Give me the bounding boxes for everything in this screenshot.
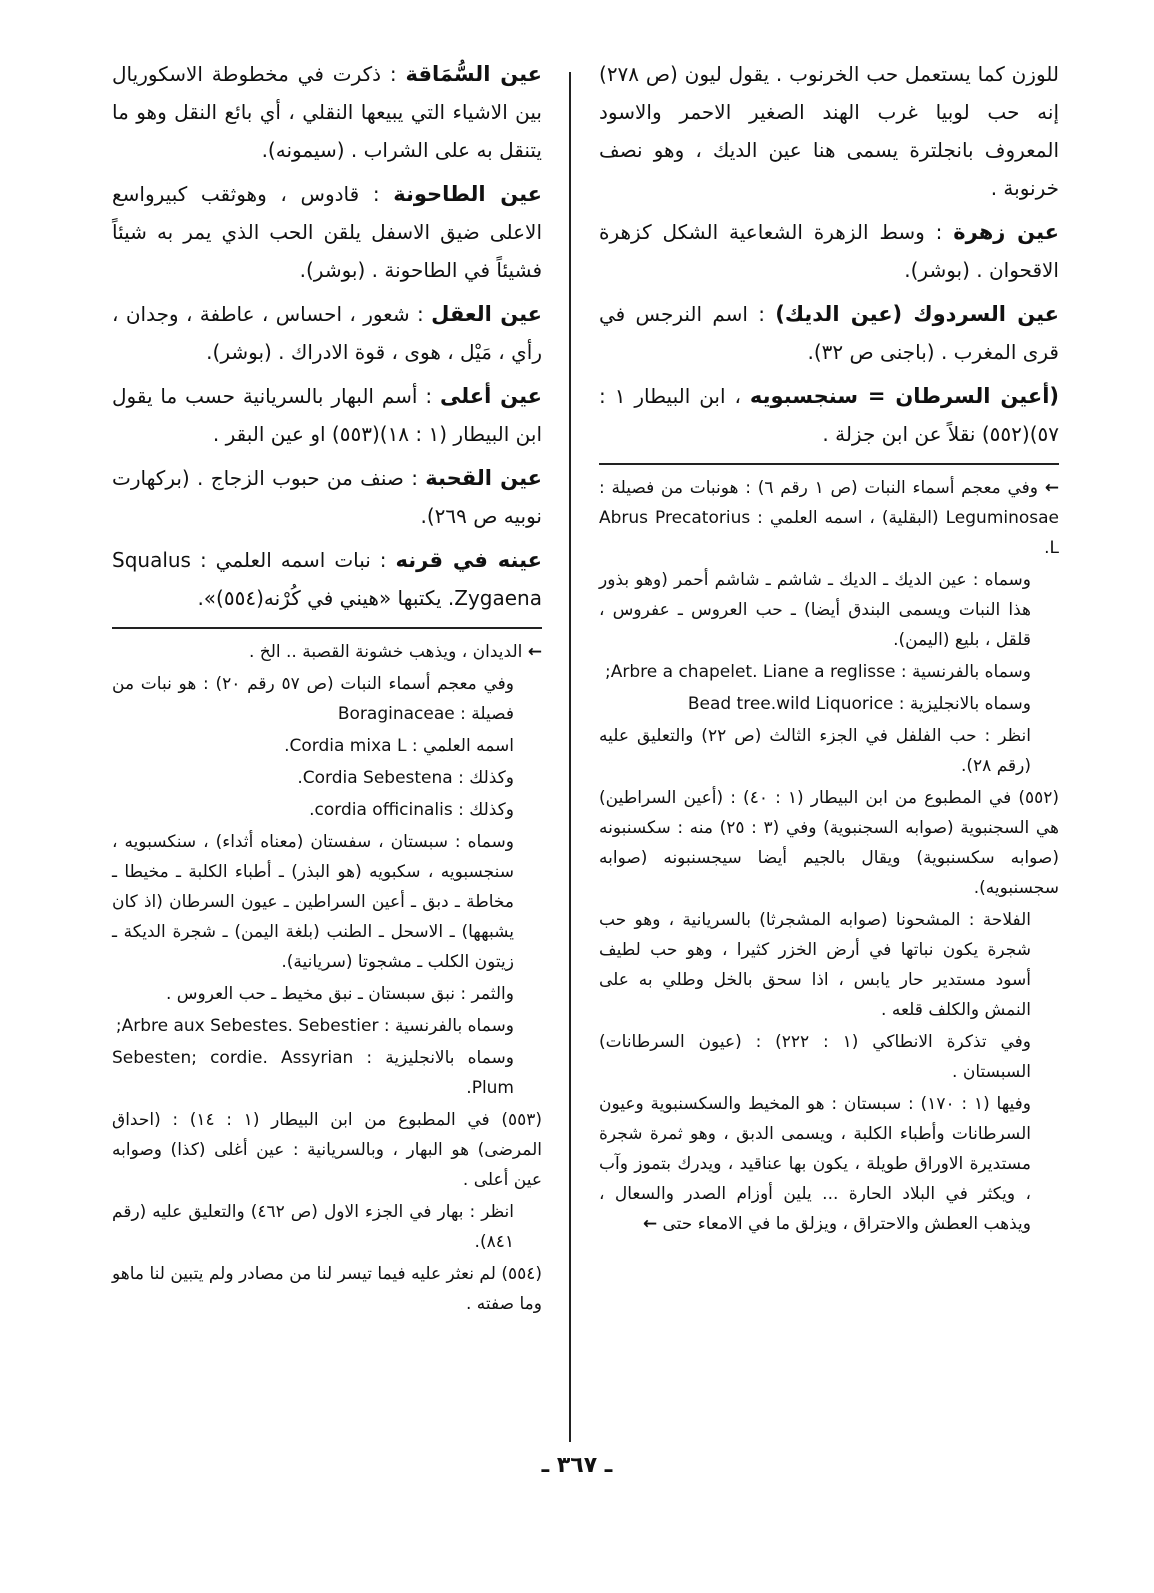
entry-headword: عين أعلى <box>439 384 542 408</box>
entry-ain-al-aql: عين العقل : شعور ، احساس ، عاطفة ، وجدان ، رأي ، مَيْل ، هوى ، قوة الادراك . (بوشر). <box>112 302 543 364</box>
entry-headword: عين السُّمَاقة <box>405 62 543 86</box>
footnote-553: (٥٥٣) في المطبوع من ابن البيطار (١ : ١٤) : (احداق المرضى) هو البهار ، وبالسريانية : عين أغلى (كذا) وصوابه عين أعلى . <box>112 1110 542 1190</box>
column-divider <box>569 72 571 1442</box>
entry-headword: (أعين السرطان = سنجسبويه <box>749 384 1059 408</box>
page-number: ـ ٣٦٧ ـ <box>541 1453 613 1478</box>
footnote-554: (٥٥٤) لم نعثر عليه فيما تيسر لنا من مصادر ولم يتبين لنا ماهو وما صفته . <box>112 1264 542 1314</box>
footnote-paragraph: الفلاحة : المشحونا (صوابه المشجرثا) بالسريانية ، وهو حب شجرة يكون نباتها في أرض الخزر كثيرا ، وهو حب لطيف أسود مستدير حار يابس ، اذا سحق بالخل وطلي به على النمش والكلف قلعه . <box>599 910 1031 1020</box>
entry-headword: عين الطاحونة <box>393 182 543 206</box>
entry-ain-al-sumaqa: عين السُّمَاقة : ذكرت في مخطوطة الاسكوريال بين الاشياء التي يبيعها النقلي ، أي بائع النقل وهو ما يتنقل به على الشراب . (سيمونه). <box>112 62 543 162</box>
entry-headword: عين زهرة <box>953 220 1059 244</box>
right-main-text <box>599 55 1059 453</box>
entry-continuation: للوزن كما يستعمل حب الخرنوب . يقول ليون (ص ٢٧٨) إنه حب لوبيا غرب الهند الصغير الاحمر والاسود المعروف بانجلترة يسمى هنا عين الديك ، وهو نصف خرنوبة . <box>599 62 1059 200</box>
footnote-paragraph: والثمر : نبق سبستان ـ نبق مخيط ـ حب العروس . <box>166 984 514 1004</box>
footnote-paragraph: انظر : حب الفلفل في الجزء الثالث (ص ٢٢) والتعليق عليه (رقم ٢٨). <box>599 726 1031 776</box>
footnote-paragraph: وكذلك : Cordia Sebestena. <box>297 768 514 788</box>
entry-headword: عين العقل <box>431 302 543 326</box>
left-main-text <box>112 55 542 617</box>
footnote-paragraph: وفيها (١ : ١٧٠) : سبستان : هو المخيط والسكسنبوية وعيون السرطانات وأطباء الكلبة ، ويسمى الدبق ، وهو ثمرة شجرة مستديرة الاوراق طويلة ، يكون بها عناقيد ، ويدرك بتموز وآب ، ويكثر في البلاد الحارة ... يلين أوزام الصدر والسعال ، ويذهب العطش والاحتراق ، ويزلق ما في الامعاء حتى ← <box>599 1094 1031 1234</box>
footnote-paragraph: انظر : بهار في الجزء الاول (ص ٤٦٢) والتعليق عليه (رقم ٨٤١). <box>112 1202 514 1252</box>
footnote-paragraph: وفي معجم أسماء النبات (ص ٥٧ رقم ٢٠) : هو نبات من فصيلة : Boraginaceae <box>112 674 514 724</box>
entry-headword: عينه في قرنه <box>395 548 543 572</box>
footnote-paragraph: ← الديدان ، ويذهب خشونة القصبة .. الخ . <box>248 642 542 662</box>
continuation-arrow-icon: ← <box>642 1214 658 1234</box>
entry-ain-al-sardouk: عين السردوك (عين الديك) : اسم النرجس في قرى المغرب . (باجنى ص ٣٢). <box>599 302 1060 364</box>
continuation-arrow-icon: ← <box>1044 478 1060 498</box>
footnote-552: (٥٥٢) في المطبوع من ابن البيطار (١ : ٤٠) : (أعين السراطين) هي السجنبوية (صوابه السجنبوية) وفي (٣ : ٢٥) منه : سكسنبونه (صوابه سكسنبوية) ويقال بالجيم أيضا سيجسنبونه (صوابه سجسنبويه). <box>599 788 1060 898</box>
footnote-paragraph: ← وفي معجم أسماء النبات (ص ١ رقم ٦) : هونبات من فصيلة : Leguminosae (البقلية) ، اسمه العلمي : Abrus Precatorius L. <box>599 478 1060 558</box>
footnote-paragraph: اسمه العلمي : Cordia mixa L. <box>284 736 514 756</box>
footnote-paragraph: وكذلك : cordia officinalis. <box>309 800 514 820</box>
footnote-divider <box>599 463 1059 465</box>
entry-headword: عين السردوك (عين الديك) <box>775 302 1060 326</box>
footnote-paragraph: وفي تذكرة الانطاكي (١ : ٢٢٢) : (عيون السرطانات) السبستان . <box>599 1032 1031 1082</box>
left-column <box>112 55 542 1321</box>
entry-ain-al-qahba: عين القحبة : صنف من حبوب الزجاج . (بركهارت نوبيه ص ٢٦٩). <box>112 466 542 528</box>
right-column <box>599 55 1059 1241</box>
entry-headword: عين القحبة <box>425 466 542 490</box>
continuation-arrow-icon: ← <box>527 642 542 662</box>
entry-ain-aala: عين أعلى : أسم البهار بالسريانية حسب ما يقول ابن البيطار (١ : ١٨)(٥٥٣) او عين البقر . <box>112 384 542 446</box>
entry-ainuh-fi-qarnih: عينه في قرنه : نبات اسمه العلمي : Squalus Zygaena. يكتبها «هيني في كُرْنه(٥٥٤)». <box>112 548 543 610</box>
footnote-paragraph: وسماه بالانجليزية : Bead tree.wild Liquorice <box>687 694 1031 714</box>
footnote-divider <box>112 627 542 629</box>
footnote-paragraph: وسماه : عين الديك ـ الديك ـ شاشم ـ شاشم أحمر (وهو بذور هذا النبات ويسمى البندق أيضا) ـ حب العروس ـ عفروس ، قلقل ، بليع (اليمن). <box>599 570 1031 650</box>
footnote-paragraph: وسماه بالانجليزية : Sebesten; cordie. Assyrian Plum. <box>112 1048 514 1098</box>
entry-ain-al-tahouna: عين الطاحونة : قادوس ، وهوثقب كبيرواسع الاعلى ضيق الاسفل يلقن الحب الذي يمر به شيئاً فشيئاً في الطاحونة . (بوشر). <box>112 182 543 282</box>
left-footnotes <box>112 637 542 1319</box>
footnote-paragraph: وسماه بالفرنسية : Arbre aux Sebestes. Sebestier; <box>115 1016 514 1036</box>
entry-ain-zahra: عين زهرة : وسط الزهرة الشعاعية الشكل كزهرة الاقحوان . (بوشر). <box>599 220 1059 282</box>
right-footnotes <box>599 473 1059 1239</box>
footnote-paragraph: وسماه بالفرنسية : Arbre a chapelet. Liane a reglisse; <box>605 662 1031 682</box>
footnote-paragraph: وسماه : سبستان ، سفستان (معناه أثداء) ، سنكسبويه ، سنجسبويه ، سكبويه (هو البذر) ـ أطباء الكلبة ـ مخيطا ـ مخاطة ـ دبق ـ أعين السراطين ـ عيون السرطان (اذ كان يشبهها) ـ الاسحل ـ الطنب (بلغة اليمن) ـ شجرة الديكة ـ زيتون الكلب ـ مشجوتا (سريانية). <box>112 832 514 972</box>
entry-ayun-al-sartan: (أعين السرطان = سنجسبويه ، ابن البيطار ١ : ٥٧)(٥٥٢) نقلاً عن ابن جزلة . <box>599 384 1059 446</box>
